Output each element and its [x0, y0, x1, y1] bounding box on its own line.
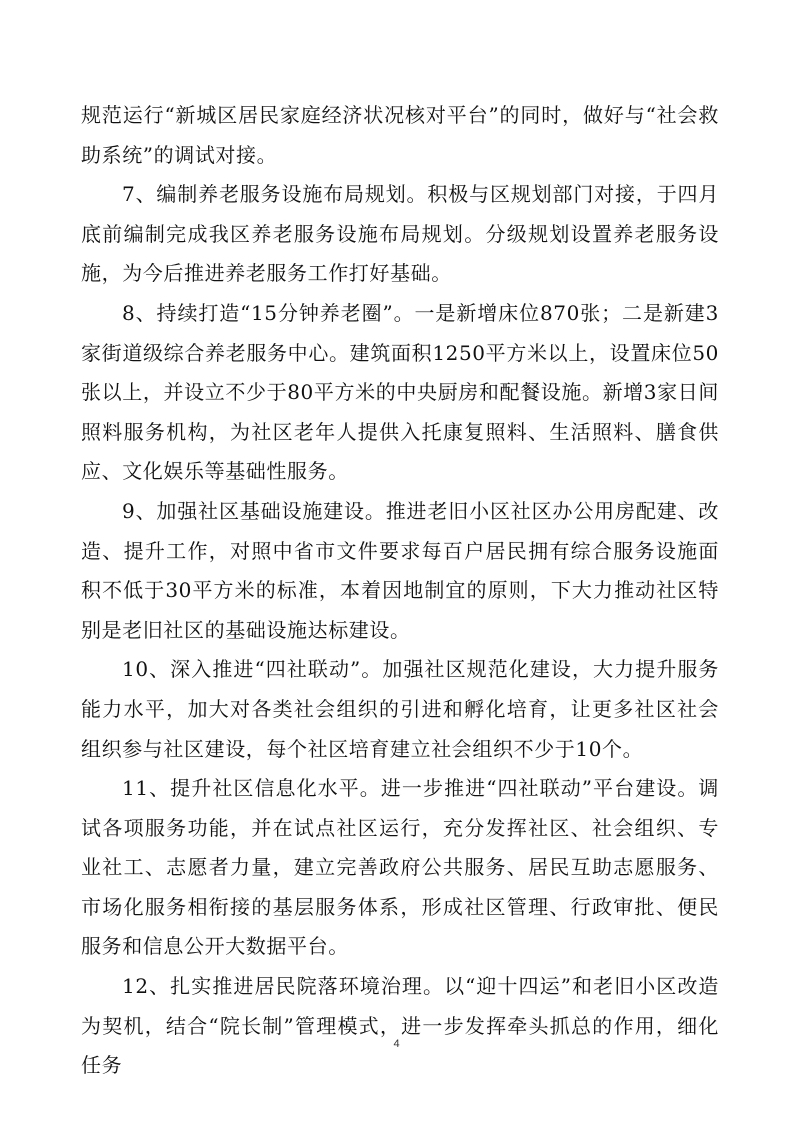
paragraph-item-10: 10、深入推进“四社联动”。加强社区规范化建设，大力提升服务能力水平，加大对各类社会组织的引进和孵化培育，让更多社区社会组织参与社区建设，每个社区培育建立社会组织不少于10个。 [81, 657, 719, 761]
paragraph-item-8: 8、持续打造“15分钟养老圈”。一是新增床位870张；二是新建3家街道级综合养老服务中心。建筑面积1250平方米以上，设置床位50张以上，并设立不少于80平方米的中央厨房和配餐设施。新增3家日间照料服务机构，为社区老年人提供入托康复照料、生活照料、膳食供应、文化娱乐等基础性服务。 [81, 300, 719, 484]
page-number: 4 [393, 1038, 400, 1050]
paragraph-item-12: 12、扎实推进居民院落环境治理。以“迎十四运”和老旧小区改造为契机，结合“院长制”管理模式，进一步发挥牵头抓总的作用，细化任务 [81, 974, 719, 1078]
paragraph-item-9: 9、加强社区基础设施建设。推进老旧小区社区办公用房配建、改造、提升工作，对照中省市文件要求每百户居民拥有综合服务设施面积不低于30平方米的标准，本着因地制宜的原则，下大力推动社区特别是老旧社区的基础设施达标建设。 [81, 498, 719, 642]
document-body [81, 96, 719, 1086]
paragraph-item-7: 7、编制养老服务设施布局规划。积极与区规划部门对接，于四月底前编制完成我区养老服务设施布局规划。分级规划设置养老服务设施，为今后推进养老服务工作打好基础。 [81, 182, 719, 286]
paragraph-continuation: 规范运行“新城区居民家庭经济状况核对平台”的同时，做好与“社会救助系统”的调试对接。 [81, 103, 719, 167]
paragraph-item-11: 11、提升社区信息化水平。进一步推进“四社联动”平台建设。调试各项服务功能，并在试点社区运行，充分发挥社区、社会组织、专业社工、志愿者力量，建立完善政府公共服务、居民互助志愿服务、市场化服务相衔接的基层服务体系，形成社区管理、行政审批、便民服务和信息公开大数据平台。 [81, 776, 719, 959]
